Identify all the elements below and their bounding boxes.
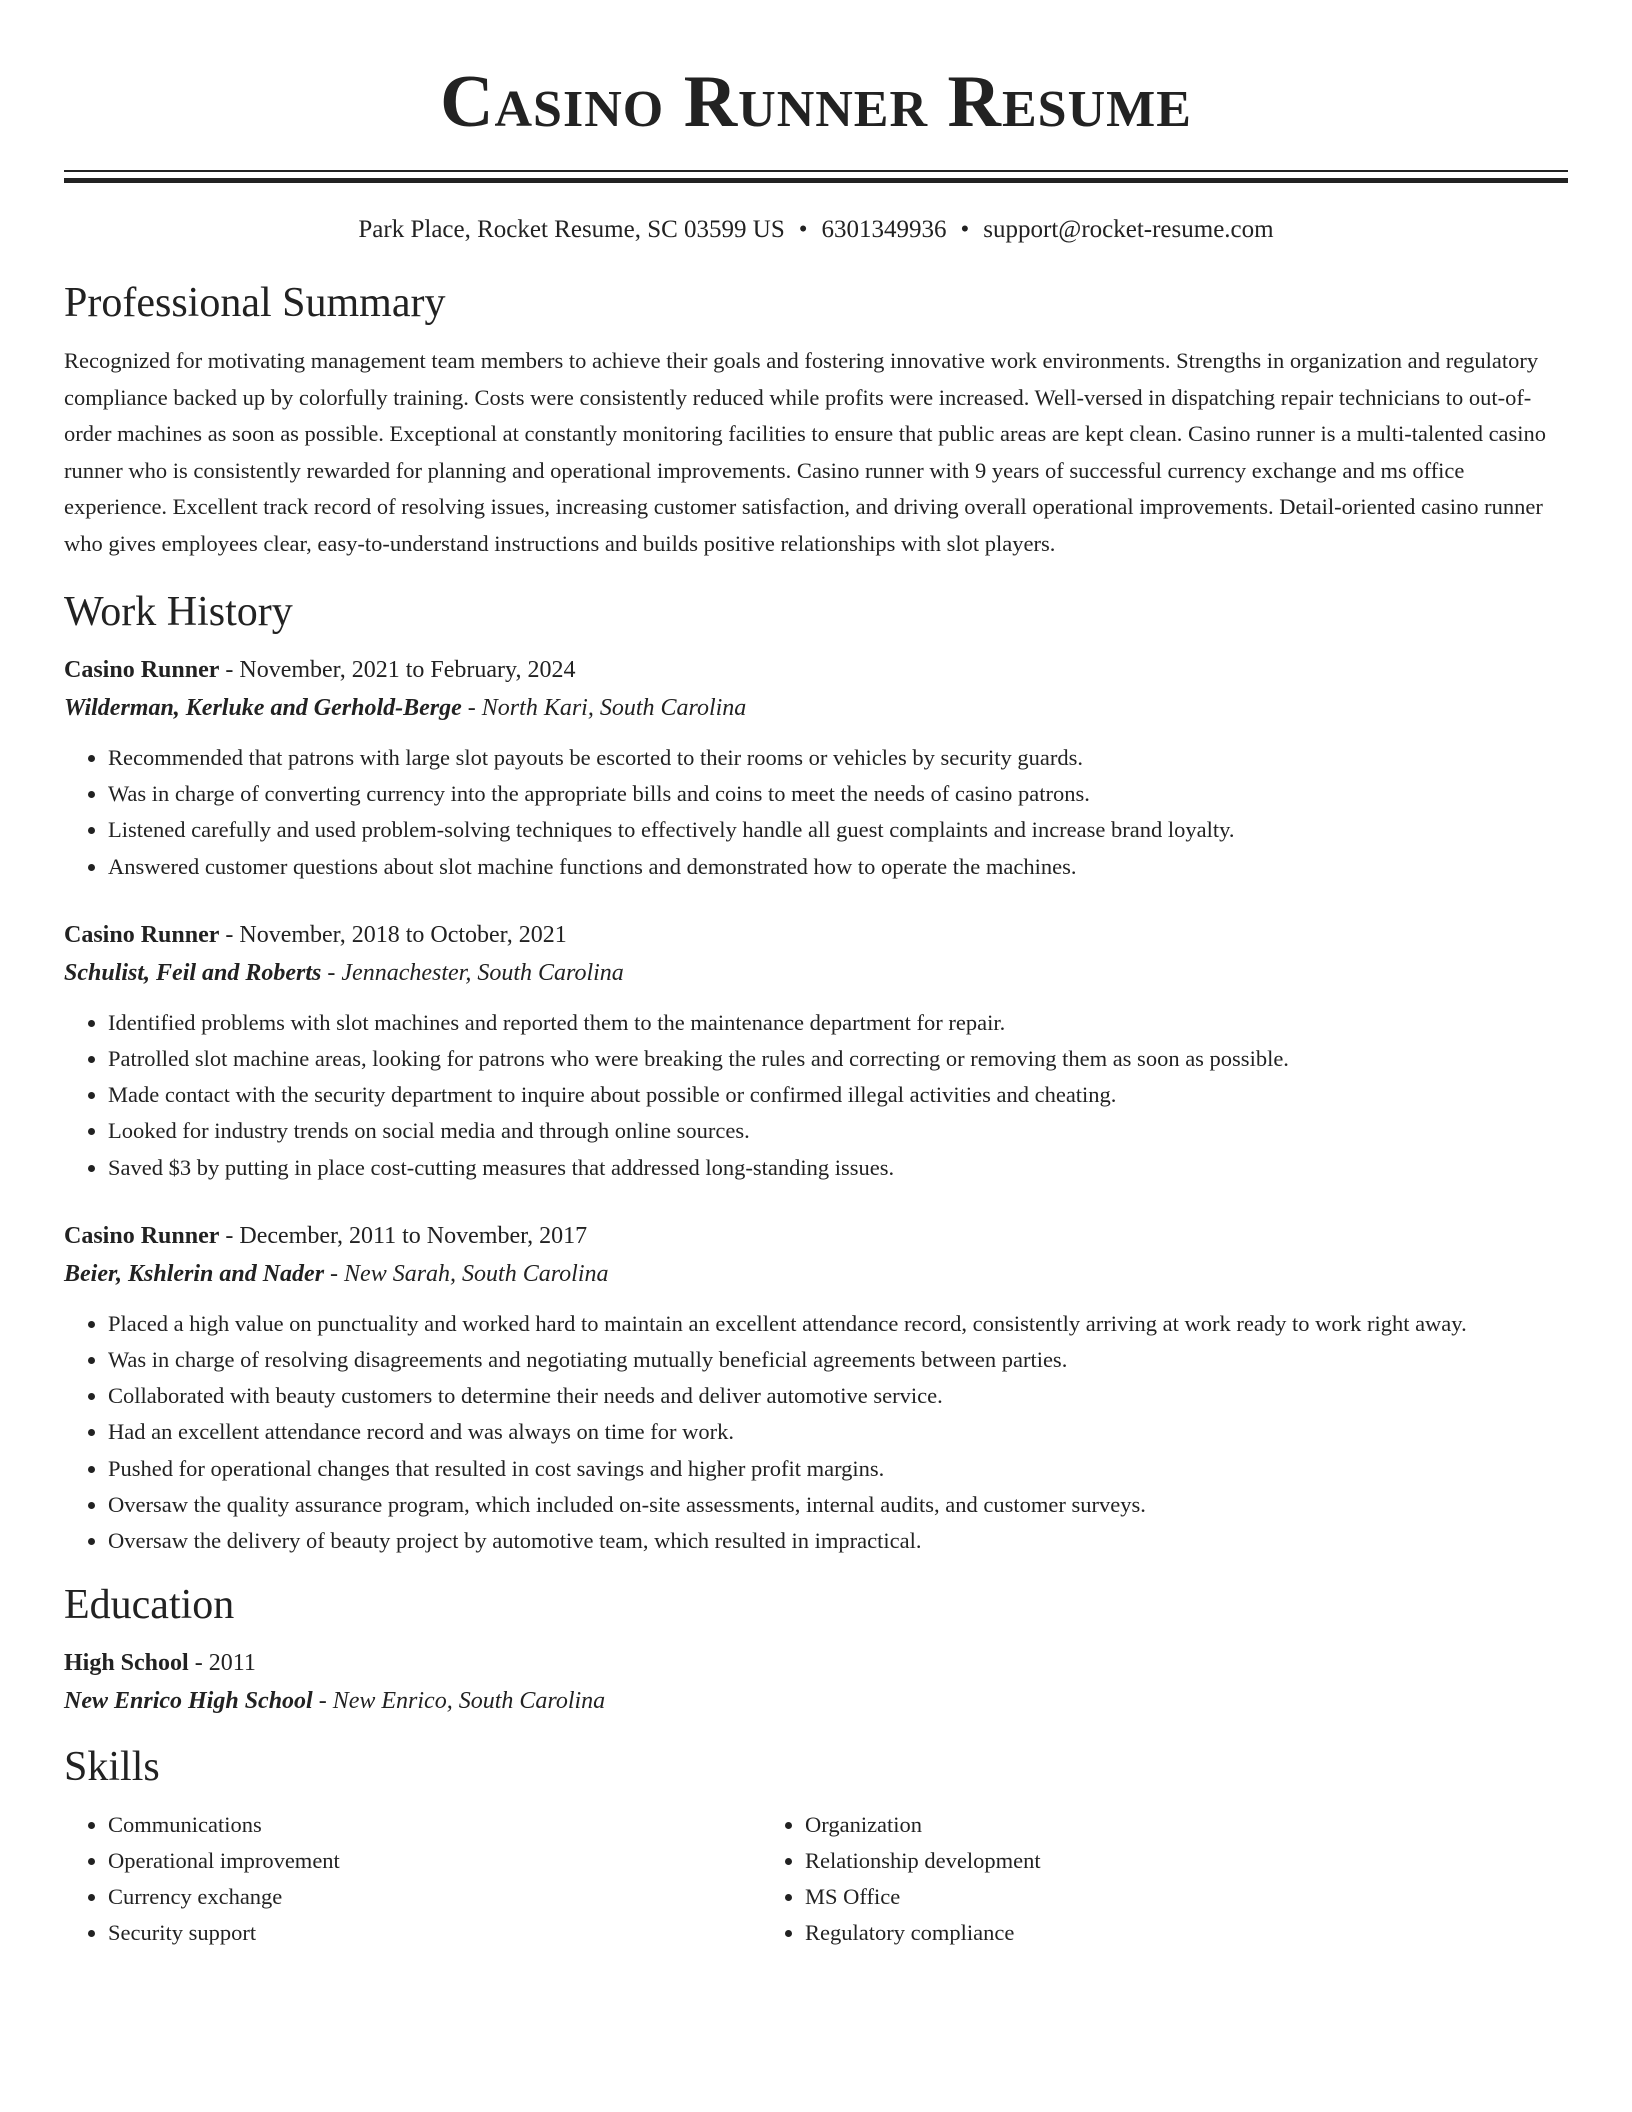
job-bullet: • Listened carefully and used problem-solving techniques to effectively handle all guest complaints and increase brand loyalty.: [108, 812, 1568, 848]
skill-item: • Communications: [108, 1807, 761, 1843]
job-dash: -: [219, 657, 240, 683]
education-school-line: [64, 1683, 1568, 1719]
job-bullet: • Answered customer questions about slot machine functions and demonstrated how to operate the machines.: [108, 849, 1568, 885]
job-dash: -: [461, 695, 482, 721]
job-bullet: • Oversaw the delivery of beauty project by automotive team, which resulted in impractical.: [108, 1523, 1568, 1559]
job-company-line: [64, 690, 1568, 726]
job-bullet: • Was in charge of resolving disagreements and negotiating mutually beneficial agreements between parties.: [108, 1342, 1568, 1378]
job-dash: -: [219, 1222, 240, 1249]
contact-separator: •: [960, 216, 970, 243]
job-entry: [64, 1218, 1568, 1559]
summary-text: Recognized for motivating management team members to achieve their goals and fostering innovative work environments. Strengths in organization and regulatory compliance backed up by colorfully training. Costs were consistently reduced while profits were increased. Well-versed in dispatching repair technicians to out-of-order machines as soon as possible. Exceptional at constantly monitoring facilities to ensure that public areas are kept clean. Casino runner is a multi-talented casino runner who is consistently rewarded for planning and operational improvements. Casino runner with 9 years of successful currency exchange and ms office experience. Excellent track record of resolving issues, increasing customer satisfaction, and driving overall operational improvements. Detail-oriented casino runner who gives employees clear, easy-to-understand instructions and builds positive relationships with slot players.: [64, 348, 1547, 556]
job-entry: [64, 917, 1568, 1186]
contact-phone: 6301349936: [821, 216, 947, 243]
job-entry: [64, 652, 1568, 885]
work-history-section: [64, 586, 1568, 1559]
job-company: Wilderman, Kerluke and Gerhold-Berge: [64, 695, 462, 721]
job-bullet: • Patrolled slot machine areas, looking for patrons who were breaking the rules and correcting or removing them as soon as possible.: [108, 1041, 1568, 1077]
education-location: New Enrico, South Carolina: [332, 1688, 606, 1715]
job-bullet: • Made contact with the security department to inquire about possible or confirmed illegal activities and cheating.: [108, 1077, 1568, 1113]
skill-item: • Security support: [108, 1915, 761, 1951]
skills-column-right: [761, 1807, 1521, 1951]
education-degree: High School: [64, 1650, 189, 1677]
skill-item: • Operational improvement: [108, 1843, 761, 1879]
job-dates: December, 2011 to November, 2017: [239, 1222, 588, 1249]
skills-grid: [64, 1807, 1568, 1951]
job-bullets: [64, 1005, 1568, 1186]
contact-address: Park Place, Rocket Resume, SC 03599 US: [358, 216, 785, 243]
contact-separator: •: [798, 216, 808, 243]
job-dash: -: [321, 959, 342, 986]
job-title: Casino Runner: [64, 657, 220, 683]
education-school: New Enrico High School: [64, 1688, 313, 1715]
job-title: Casino Runner: [64, 1222, 220, 1249]
job-bullet: • Looked for industry trends on social media and through online sources.: [108, 1113, 1568, 1149]
job-location: New Sarah, South Carolina: [344, 1260, 609, 1287]
job-location: Jennachester, South Carolina: [341, 959, 624, 986]
job-bullets: [64, 1306, 1568, 1559]
skill-item: • Currency exchange: [108, 1879, 761, 1915]
skills-heading: Skills: [64, 1744, 160, 1791]
contact-line: [64, 213, 1568, 247]
skills-column-left: [64, 1807, 761, 1951]
education-section: [64, 1579, 1568, 1719]
education-degree-line: [64, 1645, 1568, 1681]
job-company-line: [64, 1256, 1568, 1292]
job-bullet: • Was in charge of converting currency into the appropriate bills and coins to meet the needs of casino patrons.: [108, 776, 1568, 812]
job-bullet: • Oversaw the quality assurance program, which included on-site assessments, internal audits, and customer surveys.: [108, 1487, 1568, 1523]
job-bullet: • Pushed for operational changes that resulted in cost savings and higher profit margins.: [108, 1451, 1568, 1487]
job-bullet: • Collaborated with beauty customers to determine their needs and deliver automotive service.: [108, 1378, 1568, 1414]
job-dash: -: [219, 921, 240, 948]
job-bullet: • Placed a high value on punctuality and worked hard to maintain an excellent attendance record, consistently arriving at work ready to work right away.: [108, 1306, 1568, 1342]
skill-item: • Regulatory compliance: [805, 1915, 1521, 1951]
title-rule-thin: [64, 170, 1568, 172]
job-bullet: • Recommended that patrons with large slot payouts be escorted to their rooms or vehicles by security guards.: [108, 740, 1568, 776]
education-heading: Education: [64, 1582, 235, 1629]
job-title-line: [64, 1218, 1568, 1254]
work-history-heading: Work History: [64, 589, 293, 635]
job-title-line: [64, 652, 1568, 688]
job-dates: November, 2018 to October, 2021: [239, 921, 567, 948]
resume-title: Casino Runner Resume: [440, 61, 1192, 143]
skill-item: • Organization: [805, 1807, 1521, 1843]
job-company: Beier, Kshlerin and Nader: [64, 1260, 325, 1287]
job-dates: November, 2021 to February, 2024: [239, 657, 576, 683]
job-bullets: [64, 740, 1568, 885]
skill-item: • Relationship development: [805, 1843, 1521, 1879]
job-location: North Kari, South Carolina: [481, 695, 747, 721]
job-bullet: • Identified problems with slot machines and reported them to the maintenance department for repair.: [108, 1005, 1568, 1041]
contact-email: support@rocket-resume.com: [983, 216, 1274, 243]
skills-section: [64, 1741, 1568, 1951]
job-title: Casino Runner: [64, 921, 220, 948]
title-rule-thick: [64, 178, 1568, 183]
education-dash: -: [312, 1688, 333, 1715]
education-entry: [64, 1645, 1568, 1719]
education-dash: -: [188, 1650, 209, 1677]
job-company: Schulist, Feil and Roberts: [64, 959, 322, 986]
job-bullet: • Had an excellent attendance record and was always on time for work.: [108, 1414, 1568, 1450]
job-dash: -: [324, 1260, 345, 1287]
summary-heading: Professional Summary: [64, 280, 446, 326]
job-company-line: [64, 955, 1568, 991]
job-bullet: • Saved $3 by putting in place cost-cutting measures that addressed long-standing issues.: [108, 1150, 1568, 1186]
education-year: 2011: [208, 1650, 256, 1677]
job-title-line: [64, 917, 1568, 953]
summary-section: [64, 277, 1568, 562]
skill-item: • MS Office: [805, 1879, 1521, 1915]
